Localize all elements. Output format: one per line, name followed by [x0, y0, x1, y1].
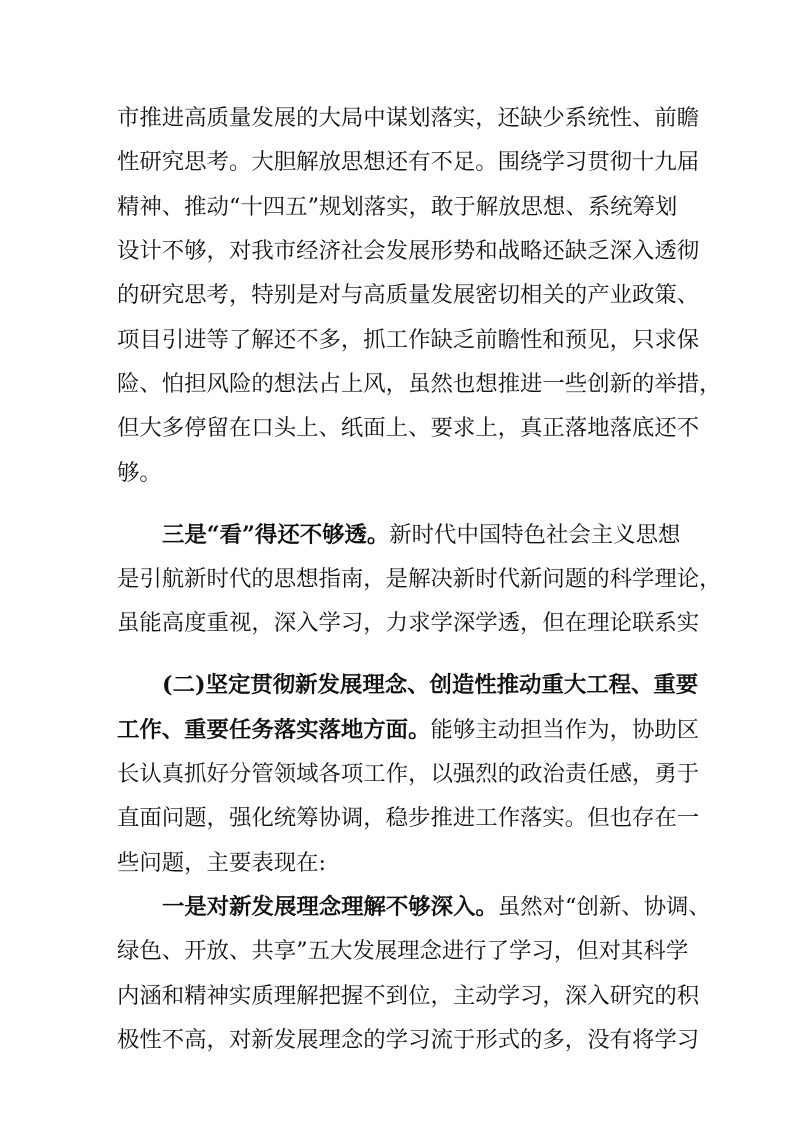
paragraph-line: [117, 275, 794, 315]
section-heading: (二)坚定贯彻新发展理念、创造性推动重大工程、重要: [162, 672, 699, 698]
line-text: 能够主动担当作为，协助区: [430, 717, 700, 743]
paragraph-line: [117, 798, 794, 838]
paragraph-line: [117, 1020, 794, 1060]
line-text: 项目引进等了解还不多，抓工作缺乏前瞻性和预见，只求保: [117, 327, 700, 353]
paragraph-line: [117, 98, 794, 138]
paragraph-line: [162, 887, 794, 927]
paragraph-line: [117, 231, 794, 271]
line-text: 但大多停留在口头上、纸面上、要求上，真正落地落底还不: [117, 415, 700, 441]
section-heading: 一是对新发展理念理解不够深入。: [162, 894, 498, 920]
line-text: 市推进高质量发展的大局中谋划落实，还缺少系统性、前瞻: [117, 105, 700, 131]
line-text: 精神、推动“十四五”规划落实，敢于解放思想、系统筹划: [117, 194, 678, 220]
paragraph-line: [117, 142, 794, 182]
paragraph-line: [162, 665, 794, 705]
line-text: 直面问题，强化统筹协调，稳步推进工作落实。但也存在一: [117, 805, 700, 831]
line-text: 极性不高，对新发展理念的学习流于形式的多，没有将学习: [117, 1027, 700, 1053]
paragraph-line: [117, 754, 794, 794]
paragraph-line: [117, 408, 794, 448]
line-text: 虽然对“创新、协调、: [497, 894, 711, 920]
line-text: 长认真抓好分管领域各项工作，以强烈的政治责任感，勇于: [117, 761, 700, 787]
line-text: 新时代中国特色社会主义思想: [389, 522, 681, 548]
line-text: 是引航新时代的思想指南，是解决新时代新问题的科学理论，: [117, 566, 722, 592]
line-text: 性研究思考。大胆解放思想还有不足。围绕学习贯彻十九届: [117, 149, 700, 175]
paragraph-line: [162, 515, 794, 555]
line-text: 设计不够，对我市经济社会发展形势和战略还缺乏深入透彻: [117, 238, 700, 264]
line-text: 够。: [117, 460, 162, 486]
paragraph-line: [117, 976, 794, 1016]
paragraph-line: [117, 931, 794, 971]
section-heading: 三是“看”得还不够透。: [162, 522, 390, 548]
paragraph-line: [117, 187, 794, 227]
line-text: 险、怕担风险的想法占上风，虽然也想推进一些创新的举措，: [117, 371, 722, 397]
line-text: 内涵和精神实质理解把握不到位，主动学习，深入研究的积: [117, 983, 700, 1009]
paragraph-line: [117, 603, 794, 643]
paragraph-line: [117, 453, 794, 493]
paragraph-line: [117, 843, 794, 883]
paragraph-line: [117, 364, 794, 404]
line-text: 绿色、开放、共享”五大发展理念进行了学习，但对其科学: [117, 938, 689, 964]
section-heading: 工作、重要任务落实落地方面。: [117, 717, 431, 743]
paragraph-line: [117, 320, 794, 360]
paragraph-line: [117, 559, 794, 599]
paragraph-line: [117, 710, 794, 750]
line-text: 虽能高度重视，深入学习，力求学深学透，但在理论联系实: [117, 610, 700, 636]
line-text: 些问题，主要表现在:: [117, 850, 327, 876]
line-text: 的研究思考，特别是对与高质量发展密切相关的产业政策、: [117, 282, 700, 308]
